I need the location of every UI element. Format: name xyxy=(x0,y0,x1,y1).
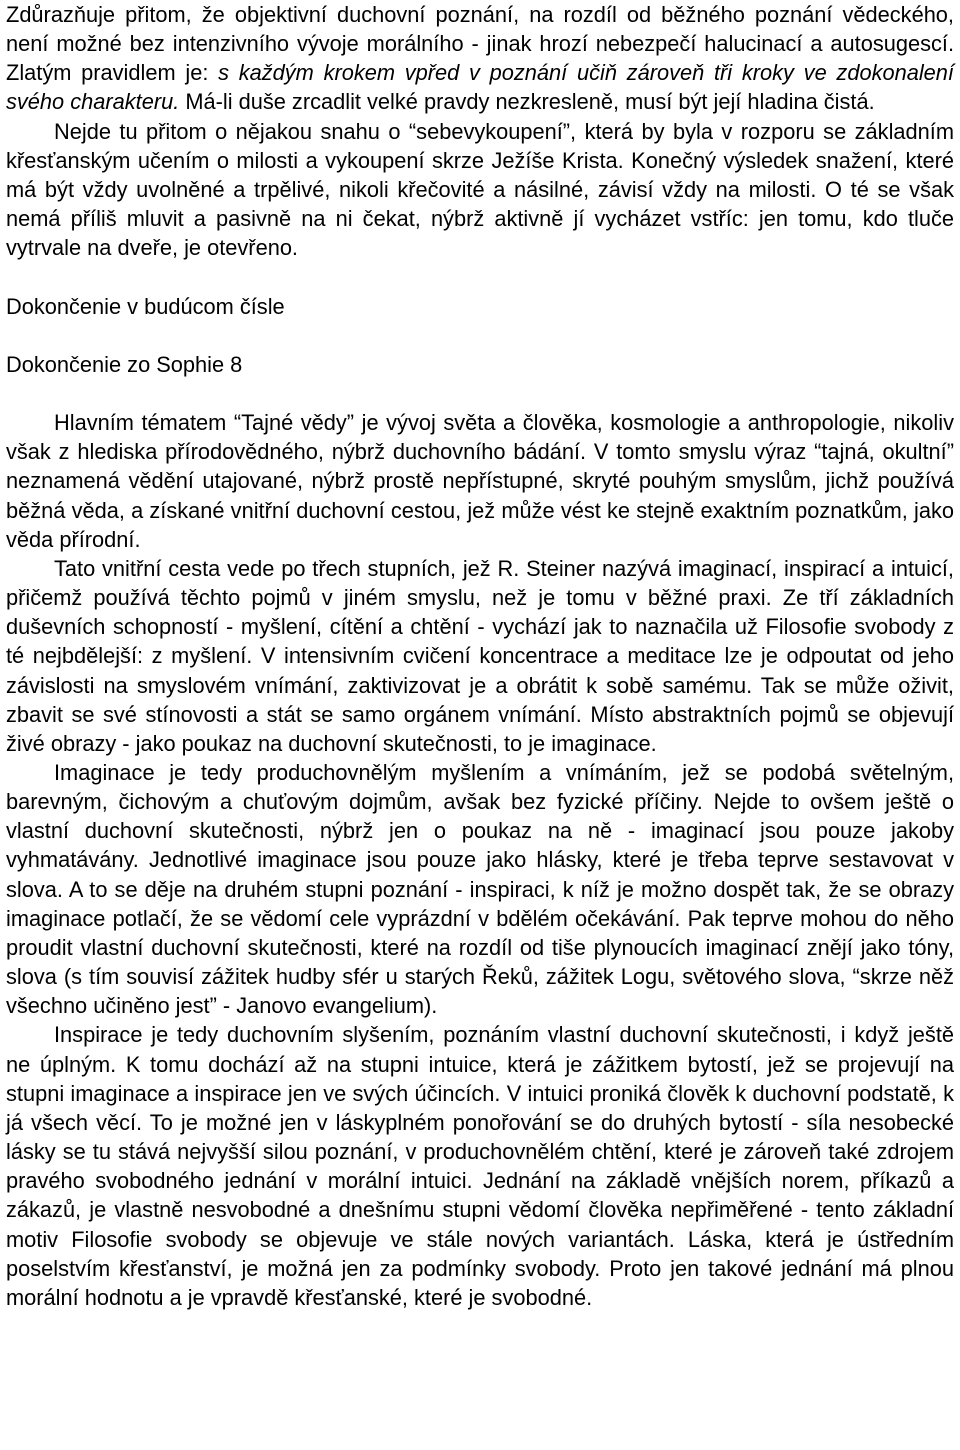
paragraph-intuition: Inspirace je tedy duchovním slyšením, poznáním vlastní duchovní skutečnosti, i když ještě ne úplným. K tomu dochází až na stupni intuice, která je zážitkem bytostí, jež se projevují na stupni imaginace a inspirace jen ve svých účincích. V intuici proniká člověk k duchovní podstatě, k já všech věcí. To je možné jen v láskyplném ponořování se do druhých bytostí - síla nesobecké lásky se tu stává nejvyšší silou poznání, v produchovnělém chtění, které je zároveň také zdrojem pravého svobodného jednání v morální intuici. Jednání na základě vnějších norem, příkazů a zákazů, je vlastně nesvobodné a dnešnímu stupni vědomí člověka nepřiměřené - tento základní motiv Filosofie svobody se objevuje ve stále nových variantách. Láska, která je ústředním poselstvím křesťanství, je možná jen za podmínky svobody. Proto jen takové jednání má plnou morální hodnotu a je vpravdě křesťanské, které je svobodné. xyxy=(6,1022,954,1310)
continued-next-issue-note: Dokončenie v budúcom čísle xyxy=(6,293,285,319)
paragraph-inspiration: Imaginace je tedy produchovnělým myšlením a vnímáním, jež se podobá světelným, barevným, čichovým a chuťovým dojmům, avšak bez fyzické příčiny. Nejde to ovšem ještě o vlastní duchovní skutečnosti, nýbrž jen o poukaz na ně - imaginací jsou pouze jakoby vyhmatávány. Jednotlivé imaginace jsou pouze jako hlásky, které je třeba teprve sestavovat v slova. A to se děje na druhém stupni poznání - inspiraci, k níž je možno dospět tak, že se obrazy imaginace potlačí, že se vědomí cele vyprázdní v bdělém očekávání. Pak teprve mohou do něho proudit vlastní duchovní skutečnosti, které na rozdíl od tiše plynoucích imaginací znějí jako tóny, slova (s tím souvisí zážitek hudby sfér u starých Řeků, zážitek Logu, světového slova, “skrze něž všechno učiněno jest” - Janovo evangelium). xyxy=(6,760,954,1019)
paragraph-imagination: Tato vnitřní cesta vede po třech stupních, jež R. Steiner nazývá imaginací, inspirací a intuicí, přičemž používá těchto pojmů v jiném smyslu, než je tomu v běžné praxi. Ze tří základních duševních schopností - myšlení, cítění a chtění - vychází jak to naznačila už Filosofie svobody z té nejbdělejší: z myšlení. V intensivním cvičení koncentrace a meditace lze je odpoutat od jeho závislosti na smyslovém vnímání, zaktivizovat je a obrátit k sobě samému. Tak se může oživit, zbavit se své stínovosti a stát se samo orgánem vnímání. Místo abstraktních pojmů se objevují živé obrazy - jako poukaz na duchovní skutečnosti, to je imaginace. xyxy=(6,555,954,756)
paragraph-grace: Nejde tu přitom o nějakou snahu o “sebevykoupení”, která by byla v rozporu se základním křesťanským učením o milosti a vykoupení skrze Ježíše Krista. Konečný výsledek snažení, které má být vždy uvolněné a trpělivé, nikoli křečovité a násilné, závisí vždy na milosti. O té se však nemá příliš mluvit a pasivně na ni čekat, nýbrž aktivně jí vycházet vstříc: jen tomu, kdo tluče vytrvale na dveře, je otevřeno. xyxy=(6,118,954,261)
paragraph-secret-science: Hlavním tématem “Tajné vědy” je vývoj světa a člověka, kosmologie a anthropologie, nikoliv však z hlediska přírodovědného, nýbrž duchovního bádání. V tomto smyslu výraz “tajná, okultní” neznamená vědění utajované, nýbrž prostě nepřístupné, skryté pouhým smyslům, jichž používá běžná věda, a získané vnitřní duchovní cestou, jež může vést ke stejně exaktním poznatkům, jako věda přírodní. xyxy=(6,410,954,552)
document-page xyxy=(6,0,954,1312)
continued-from-note: Dokončenie zo Sophie 8 xyxy=(6,351,243,377)
spacer xyxy=(6,321,954,350)
paragraph-1-text-c: Má-li duše zrcadlit velké pravdy nezkresleně, musí být její hladina čistá. xyxy=(179,89,875,115)
spacer xyxy=(6,262,954,291)
paragraph-moral-development xyxy=(6,0,954,117)
golden-rule-italic: s každým krokem vpřed v poznání učiň zároveň tři kroky ve zdokonalení svého charakteru. xyxy=(6,60,954,115)
paragraph-1-text-a: Zdůrazňuje přitom, že objektivní duchovní poznání, na rozdíl od běžného poznání vědeckého, není možné bez intenzivního vývoje morálního - jinak hrozí nebezpečí halucinací a autosugescí. Zlatým pravidlem je: xyxy=(6,2,954,86)
spacer xyxy=(6,379,954,408)
